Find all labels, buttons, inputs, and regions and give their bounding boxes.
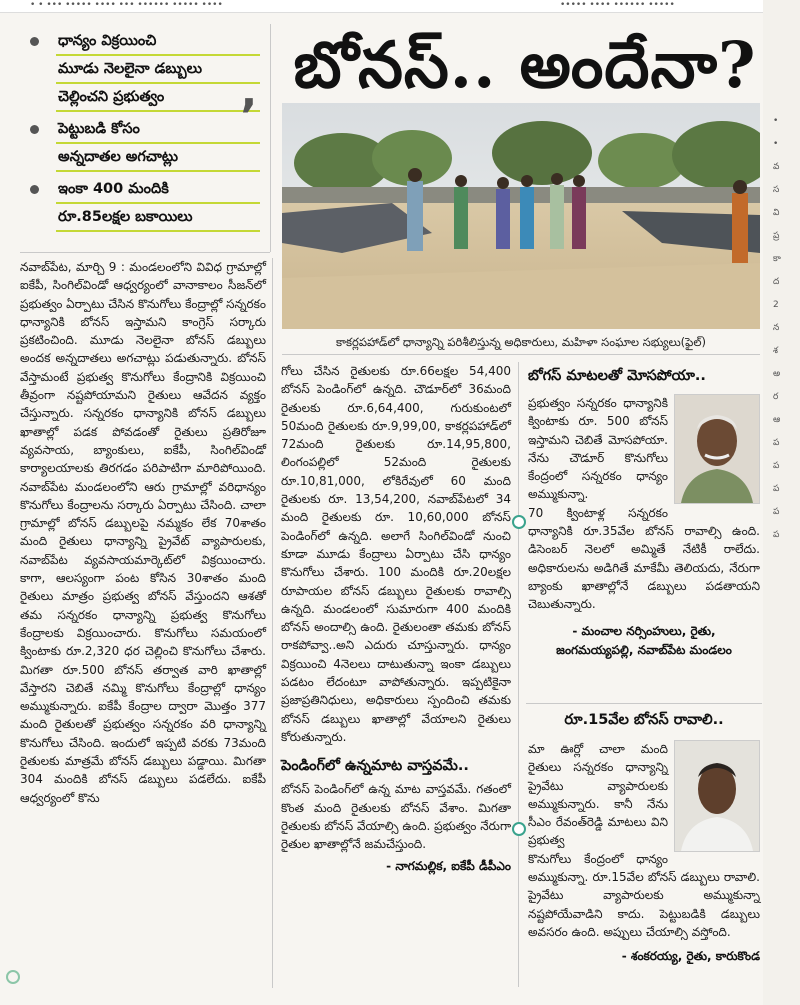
page-clip-icon bbox=[6, 970, 20, 984]
farmer-quote-title: రూ.15వేల బోనస్ రావాలి.. bbox=[564, 712, 724, 728]
adjacent-fragment: ప bbox=[773, 484, 780, 494]
farmer-quote-text: ప్రభుత్వం సన్నరకం ధాన్యానికి క్వింటాకు రూ. 500 బోనస్ ఇస్తామని చెబితే మోసపోయా. నేను చౌడూర్ కొనుగోలు కేంద్రంలో సన్నరకం ధాన్యం అమ్ముకున్నా. bbox=[528, 396, 668, 502]
bookmark-icon bbox=[512, 822, 526, 836]
adjacent-fragment: స bbox=[773, 185, 780, 195]
adjacent-fragment: ప bbox=[773, 507, 780, 517]
column-divider bbox=[272, 258, 273, 988]
adjacent-column-edge bbox=[763, 0, 800, 1005]
subheading: పెండింగ్‌లో ఉన్నమాట వాస్తవమే.. bbox=[281, 758, 469, 775]
highlight-bullet bbox=[20, 116, 260, 172]
farmer-portrait bbox=[674, 740, 760, 852]
bullet-dot-icon bbox=[30, 125, 39, 134]
farmer-quote-credit: - మంచాల నర్సింహులు, రైతు, జంగమయ్యపల్లి, నవాబ్‌పేట మండలం bbox=[556, 623, 732, 657]
farmer-quote-2 bbox=[528, 710, 760, 966]
bullet-dot-icon bbox=[30, 185, 39, 194]
article-body: గోలు చేసిన రైతులకు రూ.66లక్షల 54,400 బోనస్ పెండింగ్‌లో ఉన్నది. చౌడూర్‌లో 36మంది రైతులకు రూ.6,64,400, గురుకుంటలో 50మంది రైతులకు రూ.9,99,00, కాకర్లపహాడ్‌లో 72మంది రైతులకు రూ.14,95,800, లింగంపల్లిలో 52మంది రైతులకు రూ.10,81,000, లోకిరేవులో 60 మంది రైతులకు రూ. 13,54,200, నవాబ్‌పేటలో 34 మంది రైతులకు రూ. 10,60,000 బోనస్ పెండింగ్‌లో ఉన్నది. అలాగే సింగిల్‌విండో నుంచి కూడా మూడు కేంద్రాలు ఏర్పాటు చేసి ధాన్యం కొనుగోలు చేశారు. 100 మందికి రూ.20లక్షల రూపాయల బోనస్ డబ్బులు రైతులకు రావాల్సి ఉన్నది. మండలంలో సుమారుగా 400 మందికి బోనస్ అందాల్సి ఉంది. రైతులంతా తమకు బోనస్ రాకపోవ్వా..అని ఎదురు చూస్తున్నారు. ధాన్యం విక్రయించి 4నెలలు దాటుతున్నా ఇంకా డబ్బులు పడటం లేదంటూ వాపోతున్నారు. ఇప్పటికైనా ప్రజాప్రతినిధులు, అధికారులు స్పందించి తమకు బోనస్ డబ్బులు ఖాతాల్లో వేయాలని రైతులు కోరుతున్నారు. bbox=[281, 364, 511, 744]
adjacent-column-text bbox=[763, 0, 800, 547]
adjacent-fragment: ప bbox=[773, 530, 780, 540]
farmer-portrait bbox=[674, 394, 760, 504]
quote-credit: - నాగమల్లిక, ఐకేపీ డీపీఎం bbox=[386, 859, 511, 874]
adjacent-fragment: కా bbox=[773, 254, 781, 264]
adjacent-fragment: ర bbox=[773, 392, 779, 402]
highlight-bullets bbox=[20, 28, 260, 232]
adjacent-fragment: • bbox=[773, 116, 779, 126]
top-strip-left: • • ••• ••••• •••• ••• •••••• ••••• •••• bbox=[30, 0, 223, 10]
article-column-1 bbox=[20, 258, 266, 807]
adjacent-fragment: వ bbox=[773, 162, 780, 172]
farmer-quote-title: బోగస్ మాటలతో మోసపోయా.. bbox=[528, 368, 706, 384]
lead-photo-image bbox=[282, 103, 760, 329]
farmer-quote-credit: - శంకరయ్య, రైతు, కారుకొండ bbox=[621, 949, 760, 964]
adjacent-fragment: ఆ bbox=[773, 415, 781, 425]
photo-caption: కాకర్లపహాడ్‌లో ధాన్యాన్ని పరిశీలిస్తున్న అధికారులు, మహిళా సంఘాల సభ్యులు(ఫైల్) bbox=[335, 335, 706, 349]
adjacent-fragment: ద bbox=[773, 277, 780, 287]
adjacent-fragment: ప bbox=[773, 438, 780, 448]
highlight-bullet bbox=[20, 176, 260, 232]
farmer-portrait-image bbox=[675, 395, 759, 503]
farmer-quote-text: మా ఊర్లో చాలా మంది రైతులు సన్నరకం ధాన్యాన్ని ప్రైవేటు వ్యాపారులకు అమ్ముకున్నారు. కానీ నేను సీఎం రేవంత్‌రెడ్డి మాటలు విని ప్రభుత్వ bbox=[528, 742, 668, 848]
bullet-line: చెల్లించని ప్రభుత్వం bbox=[56, 84, 260, 112]
farmer-quote-text: కొనుగోలు కేంద్రంలో ధాన్యం అమ్ముకున్నా. రూ.15వేల బోనస్ డబ్బులు రావాలి. ప్రైవేటు వ్యాపారులకు అమ్ముకున్నా నష్టపోయేవాడిని కాదు. పెట్టుబడికి డబ్బులు అవసరం ఉంది. అప్పులు చేయాల్సి వస్తోంది. bbox=[528, 851, 760, 939]
bullet-line: మూడు నెలలైనా డబ్బులు bbox=[56, 56, 260, 84]
adjacent-fragment: శ bbox=[773, 346, 778, 356]
bullet-line: ఇంకా 400 మందికి bbox=[56, 176, 260, 204]
farmer-quote-text: 70 క్వింటాళ్ల సన్నరకం ధాన్యానికి రూ.35వేల బోనస్ రావాల్సి ఉంది. డిసెంబర్ నెలలో అమ్మితే నేటికీ రాలేదు. అధికారులను అడిగితే మాకేమీ తెలియదు, నేరుగా బ్యాంకు ఖాతాల్లోనే డబ్బులు పడతాయని చెబుతున్నారు. bbox=[528, 505, 760, 612]
bookmark-icon bbox=[512, 515, 526, 529]
top-strip-right: ••••• •••• •••••• ••••• bbox=[560, 0, 675, 10]
farmer-portrait-image bbox=[675, 741, 759, 851]
headline: బోనస్.. అందేనా? bbox=[293, 28, 757, 103]
top-strip bbox=[0, 0, 800, 13]
adjacent-fragment: అ bbox=[773, 369, 781, 379]
bullet-line: పెట్టుబడి కోసం bbox=[56, 116, 260, 144]
adjacent-fragment: ప bbox=[773, 461, 780, 471]
column-divider bbox=[518, 362, 519, 987]
section-divider bbox=[20, 252, 270, 253]
column-divider bbox=[270, 24, 271, 252]
adjacent-fragment: • bbox=[773, 139, 779, 149]
farmer-quote-1 bbox=[528, 366, 760, 660]
adjacent-fragment: న bbox=[773, 323, 780, 333]
official-quote: బోనస్ పెండింగ్‌లో ఉన్న మాట వాస్తవమే. గతంలో కొంత మంది రైతులకు బోనస్ వేశాం. మిగతా రైతులకు బోనస్ వేయాల్సి ఉంది. ప్రభుత్వం నేరుగా రైతుల ఖాతాల్లోనే జమచేస్తుంది. bbox=[281, 782, 511, 852]
bullet-dot-icon bbox=[30, 37, 39, 46]
bullet-line: ధాన్యం విక్రయించి bbox=[56, 28, 260, 56]
section-divider bbox=[526, 703, 762, 704]
article-body: నవాబ్‌పేట, మార్చి 9 : మండలంలోని వివిధ గ్రామాల్లో ఐకేపీ, సింగిల్‌విండో ఆధ్వర్యంలో వానాకాలం సీజన్‌లో ప్రభుత్వం ఏర్పాటు చేసిన కొనుగోలు కేంద్రాల్లో సన్నరకం ధాన్యానికి బోనస్ ఇస్తామని కాంగ్రెస్ సర్కారు ప్రకటించింది. మూడు నెలలైనా బోనస్ డబ్బులు అందక అన్నదాతలు అగచాట్లు పడుతున్నారు. బోనస్ వేస్తామంటే ప్రభుత్వ కొనుగోలు కేంద్రానికి విక్రయించి తీవ్రంగా నష్టపోయామని రైతులు ఆవేదన వ్యక్తం చేస్తున్నారు. సన్నరకం ధాన్యానికి బోనస్ డబ్బులు ఖాతాల్లో పడక పోవడంతో రైతులు ప్రతిరోజూ వ్యవసాయ, బ్యాంకులు, ఐకేపీ, సింగిల్‌విండో కార్యాలయాలకు తిరగడం పరిపాటిగా మారిపోయింది. నవాబ్‌పేట మండలంలోని ఆరు గ్రామాల్లో వరిధాన్యం కొనుగోలు కేంద్రాలను సర్కారు ఏర్పాటు చేసింది. చాలా గ్రామాల్లో బోనస్ డబ్బులపై నమ్మకం లేక 70శాతం మంది రైతులు ధాన్యాన్ని ప్రైవేట్ వ్యాపారులకు, నవాబ్‌పేట వ్యవసాయమార్కెట్‌లో విక్రయించారు. కాగా, ఆలస్యంగా పంట కోసిన 30శాతం మంది రైతులు మాత్రం ప్రభుత్వ బోనస్ వేస్తుందని ఆశతో తమ సన్నరకం ధాన్యాన్ని ప్రభుత్వ కొనుగోలు కేంద్రాలకు విక్రయించారు. కొనుగోలు సమయంలో క్వింటాకు రూ.2,320 ధర చెల్లించి కొనుగోలు చేశారు. మిగతా రూ.500 బోనస్ తర్వాత వారి ఖాతాల్లో వేస్తారని చెబితే నమ్మి కొనుగోలు కేంద్రాల్లో ధాన్యం అమ్ముకున్నారు. ఐకేపీ కేంద్రాల ద్వారా మొత్తం 377 మంది రైతులతో ప్రభుత్వం సన్నరకం వరి ధాన్యాన్ని కొనుగోలు చేసింది. ఇందులో ఇప్పటి వరకు 73మంది రైతులకు మాత్రమే బోనస్ డబ్బులు పడ్డాయి. మిగతా 304 మందికి బోనస్ డబ్బులు పడలేదు. ఐకేపీ ఆధ్వర్యంలో కొను bbox=[20, 260, 267, 805]
bullet-line: అన్నదాతల అగచాట్లు bbox=[56, 144, 260, 172]
section-divider bbox=[282, 354, 760, 355]
adjacent-fragment: 2 bbox=[773, 300, 779, 310]
adjacent-fragment: ప్ర bbox=[773, 231, 780, 241]
article-column-2 bbox=[281, 362, 511, 876]
bullet-line: రూ.85లక్షల బకాయిలు bbox=[56, 204, 260, 232]
highlight-bullet bbox=[20, 28, 260, 112]
quote-mark-icon: ’ bbox=[240, 89, 258, 143]
adjacent-fragment: వి bbox=[773, 208, 780, 218]
lead-photo bbox=[282, 103, 760, 329]
